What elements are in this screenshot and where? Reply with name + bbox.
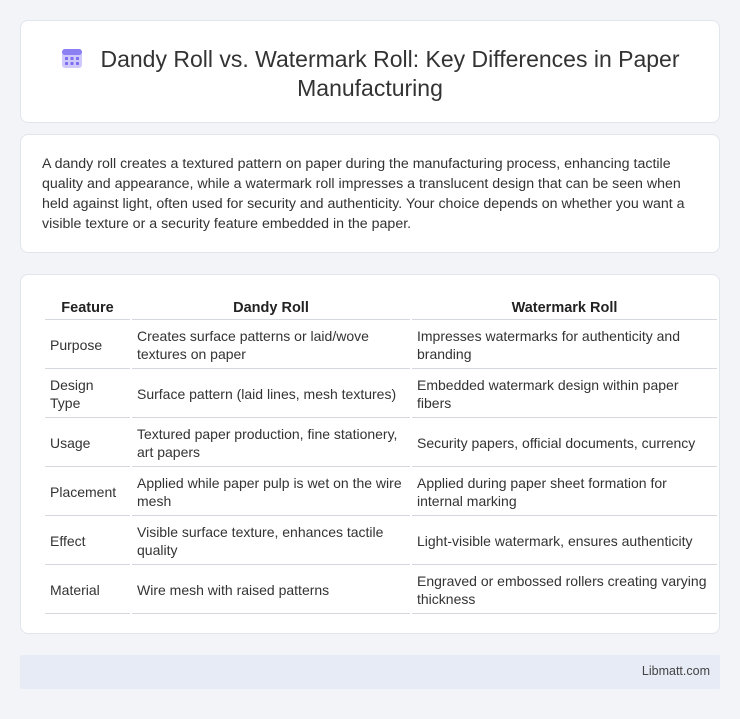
watermark-roll-cell: Engraved or embossed rollers creating varying thickness	[412, 567, 717, 614]
title-card	[20, 20, 720, 123]
intro-paragraph: A dandy roll creates a textured pattern on paper during the manufacturing process, enhancing tactile quality and appearance, while a watermark roll impresses a translucent design that can be seen when held against light, often used for security and authenticity. Your choice depends on whether you want a visible texture or a security feature embedded in the paper.	[42, 156, 685, 232]
page-title-text: Dandy Roll vs. Watermark Roll: Key Differences in Paper Manufacturing	[100, 46, 680, 101]
table-header-row	[45, 297, 717, 320]
table-row	[45, 518, 717, 565]
footer-bar	[20, 655, 720, 689]
table-row	[45, 322, 717, 369]
watermark-roll-cell: Security papers, official documents, currency	[412, 420, 717, 467]
table-row	[45, 420, 717, 467]
feature-cell: Effect	[45, 518, 130, 565]
feature-cell: Placement	[45, 469, 130, 516]
table-row	[45, 567, 717, 614]
comparison-table	[43, 295, 719, 616]
watermark-roll-cell: Light-visible watermark, ensures authenticity	[412, 518, 717, 565]
dandy-roll-cell: Visible surface texture, enhances tactile quality	[132, 518, 410, 565]
dandy-roll-cell: Wire mesh with raised patterns	[132, 567, 410, 614]
table-row	[45, 469, 717, 516]
dandy-roll-cell: Applied while paper pulp is wet on the wire mesh	[132, 469, 410, 516]
header-dandy-roll: Dandy Roll	[132, 297, 410, 320]
table-row	[45, 371, 717, 418]
watermark-roll-cell: Impresses watermarks for authenticity and branding	[412, 322, 717, 369]
feature-cell: Purpose	[45, 322, 130, 369]
watermark-roll-cell: Applied during paper sheet formation for internal marking	[412, 469, 717, 516]
feature-cell: Design Type	[45, 371, 130, 418]
calendar-grid-icon	[60, 46, 84, 70]
header-watermark-roll: Watermark Roll	[412, 297, 717, 320]
dandy-roll-cell: Creates surface patterns or laid/wove textures on paper	[132, 322, 410, 369]
dandy-roll-cell: Surface pattern (laid lines, mesh textures)	[132, 371, 410, 418]
intro-card	[20, 134, 720, 253]
watermark-roll-cell: Embedded watermark design within paper fibers	[412, 371, 717, 418]
feature-cell: Material	[45, 567, 130, 614]
comparison-card	[20, 274, 720, 634]
page-title	[21, 45, 719, 103]
header-feature: Feature	[45, 297, 130, 320]
footer-brand-link[interactable]: Libmatt.com	[641, 664, 710, 678]
feature-cell: Usage	[45, 420, 130, 467]
dandy-roll-cell: Textured paper production, fine stationery, art papers	[132, 420, 410, 467]
